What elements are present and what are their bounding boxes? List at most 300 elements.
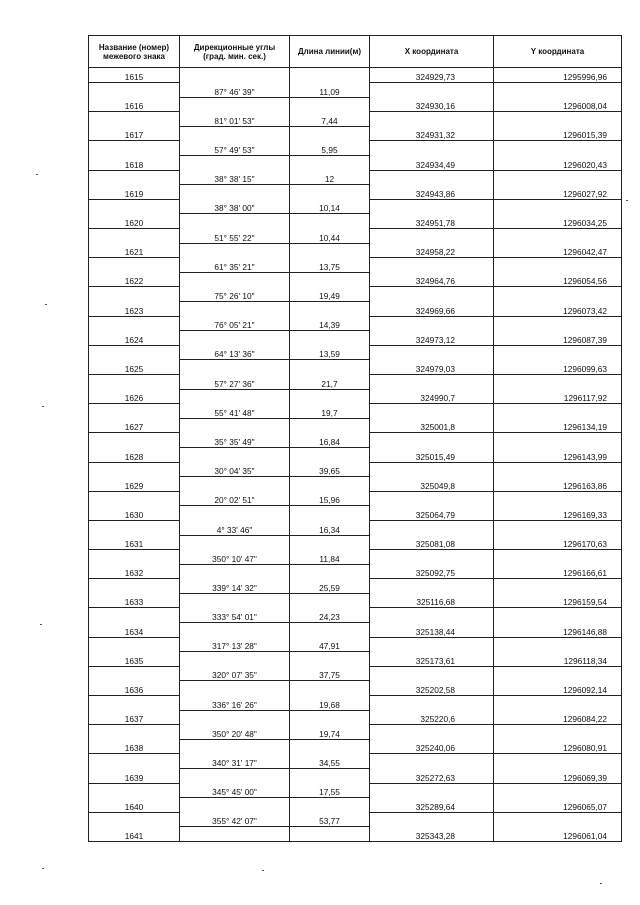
empty-cell (89, 112, 180, 127)
table-row (89, 316, 622, 331)
direction-angle-cell: 76° 05' 21" (180, 316, 290, 331)
empty-cell (290, 126, 370, 141)
empty-cell (180, 418, 290, 433)
x-coordinate-cell: 324958,22 (370, 243, 494, 258)
empty-cell (180, 185, 290, 200)
empty-cell (494, 258, 622, 273)
empty-cell (494, 520, 622, 535)
table-row (89, 520, 622, 535)
x-coordinate-cell: 324964,76 (370, 272, 494, 287)
empty-cell (290, 798, 370, 813)
y-coordinate-cell: 1296008,04 (494, 97, 622, 112)
point-name-cell: 1630 (89, 506, 180, 521)
empty-cell (180, 447, 290, 462)
empty-cell (370, 754, 494, 769)
empty-cell (290, 477, 370, 492)
table-row (89, 666, 622, 681)
direction-angle-cell: 20° 02' 51" (180, 491, 290, 506)
table-row (89, 199, 622, 214)
line-length-cell: 25,59 (290, 579, 370, 594)
line-length-cell: 15,96 (290, 491, 370, 506)
y-coordinate-cell: 1296065,07 (494, 798, 622, 813)
empty-cell (494, 199, 622, 214)
empty-cell (494, 783, 622, 798)
scan-speck (42, 406, 44, 407)
empty-cell (370, 725, 494, 740)
empty-cell (370, 287, 494, 302)
direction-angle-cell: 355° 42' 07" (180, 812, 290, 827)
empty-cell (370, 141, 494, 156)
empty-cell (89, 754, 180, 769)
empty-cell (494, 666, 622, 681)
point-name-cell: 1631 (89, 535, 180, 550)
table-row (89, 769, 622, 784)
point-name-cell: 1637 (89, 710, 180, 725)
x-coordinate-cell: 325081,08 (370, 535, 494, 550)
direction-angle-cell: 87° 46' 39" (180, 83, 290, 98)
scan-speck (262, 870, 264, 871)
empty-cell (180, 126, 290, 141)
point-name-cell: 1632 (89, 564, 180, 579)
empty-cell (494, 229, 622, 244)
empty-cell (370, 258, 494, 273)
empty-cell (494, 404, 622, 419)
x-coordinate-cell: 324990,7 (370, 389, 494, 404)
empty-cell (290, 769, 370, 784)
empty-cell (89, 141, 180, 156)
empty-cell (89, 520, 180, 535)
empty-cell (89, 491, 180, 506)
line-length-cell: 13,59 (290, 345, 370, 360)
empty-cell (494, 754, 622, 769)
x-coordinate-cell: 325138,44 (370, 623, 494, 638)
table-row (89, 243, 622, 258)
line-length-cell: 16,84 (290, 433, 370, 448)
empty-cell (180, 302, 290, 317)
y-coordinate-cell: 1296015,39 (494, 126, 622, 141)
empty-cell (89, 666, 180, 681)
x-coordinate-cell: 324934,49 (370, 156, 494, 171)
direction-angle-cell: 57° 27' 36" (180, 374, 290, 389)
header-line-length: Длина линии(м) (290, 36, 370, 68)
direction-angle-cell: 64° 13' 36" (180, 345, 290, 360)
line-length-cell: 24,23 (290, 608, 370, 623)
header-y-coordinate: Y координата (494, 36, 622, 68)
y-coordinate-cell: 1296099,63 (494, 360, 622, 375)
x-coordinate-cell: 325001,8 (370, 418, 494, 433)
empty-cell (180, 652, 290, 667)
line-length-cell: 19,68 (290, 696, 370, 711)
direction-angle-cell: 75° 26' 10" (180, 287, 290, 302)
point-name-cell: 1640 (89, 798, 180, 813)
empty-cell (370, 462, 494, 477)
line-length-cell: 10,14 (290, 199, 370, 214)
table-row (89, 652, 622, 667)
direction-angle-cell: 345° 45' 00" (180, 783, 290, 798)
empty-cell (89, 433, 180, 448)
direction-angle-cell: 350° 20' 48" (180, 725, 290, 740)
empty-cell (290, 156, 370, 171)
y-coordinate-cell: 1296080,91 (494, 739, 622, 754)
x-coordinate-cell: 324951,78 (370, 214, 494, 229)
empty-cell (370, 170, 494, 185)
point-name-cell: 1638 (89, 739, 180, 754)
y-coordinate-cell: 1296170,63 (494, 535, 622, 550)
direction-angle-cell: 38° 38' 15" (180, 170, 290, 185)
scan-speck (45, 304, 47, 305)
direction-angle-cell: 333° 54' 01" (180, 608, 290, 623)
empty-cell (180, 827, 290, 842)
y-coordinate-cell: 1296163,86 (494, 477, 622, 492)
empty-cell (290, 68, 370, 83)
x-coordinate-cell: 324943,86 (370, 185, 494, 200)
table-row (89, 126, 622, 141)
y-coordinate-cell: 1296117,92 (494, 389, 622, 404)
y-coordinate-cell: 1296118,34 (494, 652, 622, 667)
y-coordinate-cell: 1296134,19 (494, 418, 622, 433)
line-length-cell: 53,77 (290, 812, 370, 827)
empty-cell (180, 535, 290, 550)
empty-cell (180, 506, 290, 521)
y-coordinate-cell: 1296042,47 (494, 243, 622, 258)
empty-cell (370, 579, 494, 594)
point-name-cell: 1629 (89, 477, 180, 492)
table-row (89, 725, 622, 740)
table-row (89, 447, 622, 462)
table-row (89, 156, 622, 171)
x-coordinate-cell: 324931,32 (370, 126, 494, 141)
empty-cell (89, 462, 180, 477)
coordinates-table (88, 35, 622, 842)
table-row (89, 710, 622, 725)
scan-speck (626, 200, 628, 201)
empty-cell (494, 579, 622, 594)
direction-angle-cell: 57° 49' 53" (180, 141, 290, 156)
point-name-cell: 1618 (89, 156, 180, 171)
empty-cell (290, 710, 370, 725)
line-length-cell: 10,44 (290, 229, 370, 244)
table-row (89, 360, 622, 375)
empty-cell (89, 725, 180, 740)
empty-cell (494, 374, 622, 389)
table-row (89, 491, 622, 506)
empty-cell (370, 550, 494, 565)
point-name-cell: 1623 (89, 302, 180, 317)
x-coordinate-cell: 325049,8 (370, 477, 494, 492)
empty-cell (370, 783, 494, 798)
header-x-coordinate: X координата (370, 36, 494, 68)
y-coordinate-cell: 1296061,04 (494, 827, 622, 842)
table-row (89, 302, 622, 317)
x-coordinate-cell: 325343,28 (370, 827, 494, 842)
point-name-cell: 1641 (89, 827, 180, 842)
line-length-cell: 13,75 (290, 258, 370, 273)
empty-cell (494, 608, 622, 623)
empty-cell (89, 374, 180, 389)
line-length-cell: 7,44 (290, 112, 370, 127)
line-length-cell: 12 (290, 170, 370, 185)
empty-cell (494, 696, 622, 711)
empty-cell (290, 827, 370, 842)
table-row (89, 170, 622, 185)
empty-cell (290, 243, 370, 258)
empty-cell (494, 83, 622, 98)
empty-cell (370, 491, 494, 506)
line-length-cell: 21,7 (290, 374, 370, 389)
empty-cell (494, 170, 622, 185)
survey-coordinates-sheet (88, 35, 621, 842)
y-coordinate-cell: 1296084,22 (494, 710, 622, 725)
empty-cell (89, 696, 180, 711)
point-name-cell: 1639 (89, 769, 180, 784)
point-name-cell: 1619 (89, 185, 180, 200)
empty-cell (370, 812, 494, 827)
empty-cell (370, 696, 494, 711)
table-row (89, 506, 622, 521)
y-coordinate-cell: 1296087,39 (494, 331, 622, 346)
empty-cell (89, 550, 180, 565)
point-name-cell: 1620 (89, 214, 180, 229)
x-coordinate-cell: 324979,03 (370, 360, 494, 375)
x-coordinate-cell: 325272,63 (370, 769, 494, 784)
empty-cell (180, 272, 290, 287)
empty-cell (180, 739, 290, 754)
table-row (89, 68, 622, 83)
empty-cell (494, 287, 622, 302)
point-name-cell: 1625 (89, 360, 180, 375)
table-row (89, 345, 622, 360)
empty-cell (180, 360, 290, 375)
empty-cell (180, 564, 290, 579)
empty-cell (180, 156, 290, 171)
point-name-cell: 1635 (89, 652, 180, 667)
empty-cell (180, 214, 290, 229)
empty-cell (180, 681, 290, 696)
direction-angle-cell: 317° 13' 28" (180, 637, 290, 652)
empty-cell (370, 666, 494, 681)
direction-angle-cell: 4° 33' 46" (180, 520, 290, 535)
empty-cell (494, 462, 622, 477)
direction-angle-cell: 51° 55' 22" (180, 229, 290, 244)
empty-cell (370, 520, 494, 535)
empty-cell (89, 783, 180, 798)
y-coordinate-cell: 1296069,39 (494, 769, 622, 784)
y-coordinate-cell: 1296034,25 (494, 214, 622, 229)
empty-cell (494, 725, 622, 740)
scan-speck (40, 624, 42, 625)
x-coordinate-cell: 324973,12 (370, 331, 494, 346)
table-row (89, 477, 622, 492)
empty-cell (494, 433, 622, 448)
x-coordinate-cell: 325092,75 (370, 564, 494, 579)
empty-cell (89, 637, 180, 652)
line-length-cell: 34,55 (290, 754, 370, 769)
x-coordinate-cell: 325289,64 (370, 798, 494, 813)
line-length-cell: 14,39 (290, 316, 370, 331)
empty-cell (89, 258, 180, 273)
direction-angle-cell: 339° 14' 32" (180, 579, 290, 594)
line-length-cell: 11,09 (290, 83, 370, 98)
header-point-name: Название (номер) межевого знака (89, 36, 180, 68)
table-row (89, 272, 622, 287)
table-row (89, 97, 622, 112)
empty-cell (290, 272, 370, 287)
empty-cell (89, 287, 180, 302)
line-length-cell: 11,84 (290, 550, 370, 565)
empty-cell (494, 491, 622, 506)
empty-cell (180, 593, 290, 608)
table-row (89, 214, 622, 229)
empty-cell (180, 389, 290, 404)
table-row (89, 404, 622, 419)
table-row (89, 608, 622, 623)
line-length-cell: 47,91 (290, 637, 370, 652)
point-name-cell: 1626 (89, 389, 180, 404)
empty-cell (180, 769, 290, 784)
empty-cell (89, 229, 180, 244)
table-row (89, 739, 622, 754)
direction-angle-cell: 30° 04' 35" (180, 462, 290, 477)
direction-angle-cell: 340° 31' 17" (180, 754, 290, 769)
table-row (89, 112, 622, 127)
table-row (89, 374, 622, 389)
y-coordinate-cell: 1296159,54 (494, 593, 622, 608)
empty-cell (370, 404, 494, 419)
table-row (89, 623, 622, 638)
empty-cell (370, 199, 494, 214)
table-header-row (89, 36, 622, 68)
table-row (89, 798, 622, 813)
empty-cell (290, 360, 370, 375)
empty-cell (290, 214, 370, 229)
table-row (89, 579, 622, 594)
direction-angle-cell: 38° 38' 00" (180, 199, 290, 214)
empty-cell (290, 389, 370, 404)
x-coordinate-cell: 325173,61 (370, 652, 494, 667)
x-coordinate-cell: 325116,68 (370, 593, 494, 608)
table-row (89, 418, 622, 433)
empty-cell (370, 637, 494, 652)
point-name-cell: 1624 (89, 331, 180, 346)
table-row (89, 812, 622, 827)
empty-cell (180, 97, 290, 112)
scan-speck (36, 174, 38, 175)
empty-cell (89, 170, 180, 185)
x-coordinate-cell: 325064,79 (370, 506, 494, 521)
x-coordinate-cell: 324930,16 (370, 97, 494, 112)
empty-cell (290, 681, 370, 696)
y-coordinate-cell: 1296166,61 (494, 564, 622, 579)
x-coordinate-cell: 325202,58 (370, 681, 494, 696)
x-coordinate-cell: 325015,49 (370, 447, 494, 462)
point-name-cell: 1616 (89, 97, 180, 112)
empty-cell (290, 535, 370, 550)
empty-cell (290, 593, 370, 608)
line-length-cell: 19,74 (290, 725, 370, 740)
line-length-cell: 39,65 (290, 462, 370, 477)
empty-cell (290, 418, 370, 433)
empty-cell (290, 302, 370, 317)
point-name-cell: 1636 (89, 681, 180, 696)
empty-cell (494, 637, 622, 652)
empty-cell (89, 316, 180, 331)
point-name-cell: 1628 (89, 447, 180, 462)
empty-cell (494, 141, 622, 156)
empty-cell (290, 564, 370, 579)
direction-angle-cell: 336° 16' 26" (180, 696, 290, 711)
table-row (89, 593, 622, 608)
empty-cell (89, 404, 180, 419)
point-name-cell: 1617 (89, 126, 180, 141)
point-name-cell: 1615 (89, 68, 180, 83)
line-length-cell: 37,75 (290, 666, 370, 681)
line-length-cell: 5,95 (290, 141, 370, 156)
y-coordinate-cell: 1296092,14 (494, 681, 622, 696)
empty-cell (180, 68, 290, 83)
line-length-cell: 19,7 (290, 404, 370, 419)
empty-cell (89, 608, 180, 623)
empty-cell (180, 710, 290, 725)
x-coordinate-cell: 325220,6 (370, 710, 494, 725)
line-length-cell: 19,49 (290, 287, 370, 302)
table-row (89, 754, 622, 769)
direction-angle-cell: 61° 35' 21" (180, 258, 290, 273)
scan-speck (42, 868, 44, 869)
empty-cell (89, 83, 180, 98)
point-name-cell: 1621 (89, 243, 180, 258)
table-body (89, 68, 622, 842)
empty-cell (180, 798, 290, 813)
y-coordinate-cell: 1296027,92 (494, 185, 622, 200)
empty-cell (370, 345, 494, 360)
table-row (89, 141, 622, 156)
x-coordinate-cell: 324929,73 (370, 68, 494, 83)
empty-cell (290, 185, 370, 200)
empty-cell (290, 739, 370, 754)
table-row (89, 433, 622, 448)
table-row (89, 535, 622, 550)
empty-cell (494, 812, 622, 827)
empty-cell (494, 345, 622, 360)
table-row (89, 331, 622, 346)
empty-cell (370, 374, 494, 389)
header-direction-angle: Дирекционные углы (град. мин. сек.) (180, 36, 290, 68)
empty-cell (494, 112, 622, 127)
x-coordinate-cell: 324969,66 (370, 302, 494, 317)
table-row (89, 229, 622, 244)
empty-cell (370, 316, 494, 331)
empty-cell (494, 550, 622, 565)
empty-cell (290, 331, 370, 346)
empty-cell (290, 506, 370, 521)
y-coordinate-cell: 1295996,96 (494, 68, 622, 83)
direction-angle-cell: 81° 01' 53" (180, 112, 290, 127)
table-row (89, 462, 622, 477)
table-row (89, 550, 622, 565)
empty-cell (290, 447, 370, 462)
point-name-cell: 1633 (89, 593, 180, 608)
empty-cell (180, 243, 290, 258)
empty-cell (290, 652, 370, 667)
direction-angle-cell: 320° 07' 35" (180, 666, 290, 681)
empty-cell (370, 433, 494, 448)
point-name-cell: 1622 (89, 272, 180, 287)
table-row (89, 389, 622, 404)
line-length-cell: 16,34 (290, 520, 370, 535)
table-row (89, 681, 622, 696)
empty-cell (370, 83, 494, 98)
table-row (89, 564, 622, 579)
